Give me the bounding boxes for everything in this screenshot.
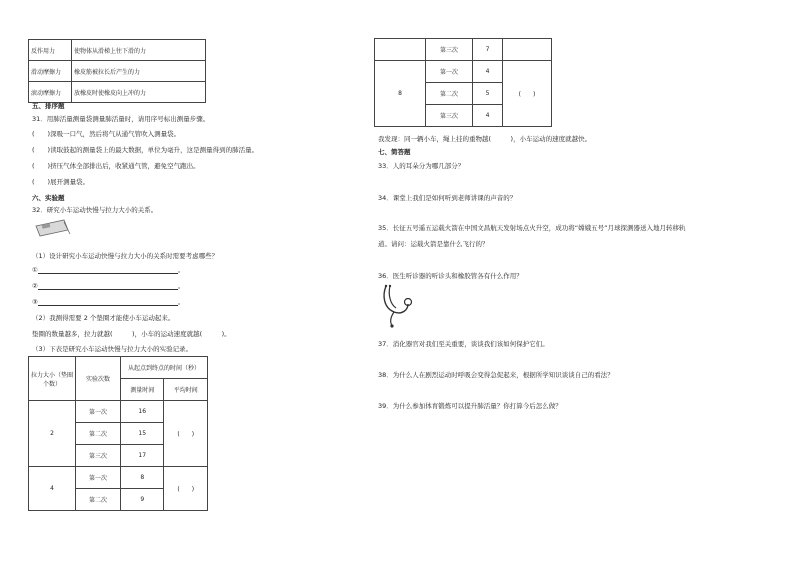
sub-question-3: （3）下表是研究小车运动快慢与拉力大小的实验记录。 [32, 345, 193, 353]
sub-question-1: （1）设计研究小车运动快慢与拉力大小的关系时需要考虑哪些？ [32, 252, 219, 260]
finding-text: 我发现：同一辆小车，绳上挂的重物越( )，小车运动的速度就越快。 [378, 135, 592, 143]
step-item: ( )挤压气体全部排出后，收紧通气管，避免空气跑出。 [32, 162, 200, 170]
time-cell: 8 [121, 467, 164, 489]
question-37: 37．消化器官对我们至关重要，谈谈我们该如何保护它们。 [378, 340, 549, 348]
time-cell: 16 [121, 401, 164, 423]
time-cell: 15 [121, 423, 164, 445]
question-34: 34．课堂上我们是如何听到老师讲课的声音的？ [378, 194, 517, 202]
definition-cell: 放橡皮时使橡皮向上冲的力 [72, 82, 206, 103]
time-cell: 7 [473, 39, 503, 61]
trial-cell: 第一次 [426, 61, 473, 83]
question-31: 31．用肺活量测量袋测量肺活量时，请用序号标出测量步骤。 [32, 115, 210, 123]
term-cell: 滚动摩擦力 [29, 82, 72, 103]
time-cell: 4 [473, 61, 503, 83]
time-cell: 4 [473, 105, 503, 127]
force-cell: 2 [29, 401, 76, 467]
question-32: 32．研究小车运动快慢与拉力大小的关系。 [32, 206, 158, 214]
question-33: 33．人的耳朵分为哪几部分？ [378, 162, 465, 170]
avg-blank[interactable]: ( ) [164, 401, 208, 467]
term-cell: 滑动摩擦力 [29, 61, 72, 82]
force-cell: 8 [375, 61, 426, 127]
question-35-cont: 道。请问：运载火箭是靠什么飞行的？ [378, 240, 489, 248]
trial-cell: 第二次 [76, 423, 121, 445]
answer-line: ③ 。 [32, 298, 185, 306]
header-force: 拉力大小（垫圈个数） [29, 357, 76, 401]
question-38: 38．为什么人在剧烈运动时呼吸会变得急促起来，根据所学知识谈谈自己的看法？ [378, 371, 614, 379]
force-cell [375, 39, 426, 61]
section-heading: 五、排序题 [32, 102, 65, 110]
experiment-table-continued [374, 38, 552, 127]
sub-question-2a: （2）我测得需要 2 个垫圈才能使小车运动起来。 [32, 314, 175, 322]
header-measured: 测量时间 [121, 379, 164, 401]
definition-cell: 橡皮筋被拉长后产生的力 [72, 61, 206, 82]
table-row [375, 61, 552, 83]
avg-blank[interactable]: ( ) [164, 467, 208, 511]
avg-cell [503, 39, 552, 61]
definition-cell: 使物体从滑梯上往下滑的力 [72, 40, 206, 61]
car-ramp-illustration [34, 218, 72, 240]
force-cell: 4 [29, 467, 76, 511]
step-item: ( )深吸一口气，然后将气从通气管吹入测量袋。 [32, 130, 181, 138]
answer-blank[interactable] [38, 273, 178, 274]
sub-question-2b: 垫圈的数量越多，拉力就越( )，小车的运动速度就越( )。 [32, 330, 231, 338]
answer-blank[interactable] [38, 289, 178, 290]
answer-line: ① 。 [32, 266, 185, 274]
table-row [375, 39, 552, 61]
header-trial: 实验次数 [76, 357, 121, 401]
time-cell: 17 [121, 445, 164, 467]
question-35: 35．长征五号遥五运载火箭在中国文昌航天发射场点火升空，成功将“嫦娥五号”月球探测器送入地月转移轨 [378, 224, 686, 232]
trial-cell: 第二次 [76, 489, 121, 511]
trial-cell: 第一次 [76, 401, 121, 423]
trial-cell: 第二次 [426, 83, 473, 105]
definition-table [28, 39, 206, 103]
table-row [29, 401, 208, 423]
step-item: ( )展开测量袋。 [32, 178, 90, 186]
section-heading: 七、简答题 [378, 148, 411, 156]
table-row [29, 467, 208, 489]
time-cell: 9 [121, 489, 164, 511]
trial-cell: 第一次 [76, 467, 121, 489]
header-time: 从起点到终点的时间（秒） [121, 357, 208, 379]
step-item: ( )读取鼓起的测量袋上的最大数据，单位为毫升，这是测量得到的肺活量。 [32, 146, 259, 154]
trial-cell: 第三次 [426, 39, 473, 61]
time-cell: 5 [473, 83, 503, 105]
stethoscope-icon [380, 282, 416, 328]
answer-blank[interactable] [38, 305, 178, 306]
question-39: 39．为什么参加体育锻炼可以提升肺活量？你打算今后怎么做？ [378, 402, 562, 410]
table-row [29, 40, 206, 61]
trial-cell: 第三次 [426, 105, 473, 127]
header-avg: 平均时间 [164, 379, 208, 401]
experiment-table [28, 356, 208, 511]
trial-cell: 第三次 [76, 445, 121, 467]
table-row [29, 61, 206, 82]
section-heading: 六、实验题 [32, 194, 65, 202]
term-cell: 反作用力 [29, 40, 72, 61]
table-header-row [29, 357, 208, 379]
table-row [29, 82, 206, 103]
question-36: 36．医生听诊器的听诊头和橡胶管各有什么作用？ [378, 272, 523, 280]
answer-line: ② 。 [32, 282, 185, 290]
avg-blank[interactable]: ( ) [503, 61, 552, 127]
